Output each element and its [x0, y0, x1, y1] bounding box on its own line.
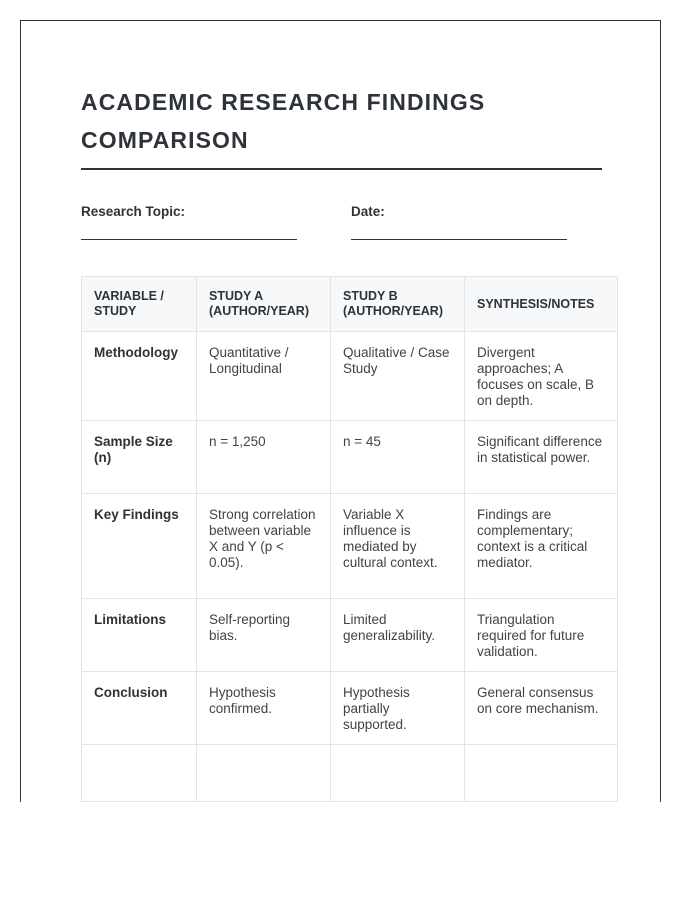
header-variable-study: VARIABLE / STUDY — [82, 277, 197, 332]
date-label: Date: — [351, 204, 385, 219]
table-row — [82, 599, 618, 672]
header-synthesis-notes: SYNTHESIS/NOTES — [465, 277, 618, 332]
research-topic-field — [81, 204, 297, 240]
research-topic-label: Research Topic: — [81, 204, 186, 219]
empty-cell — [197, 745, 331, 802]
findings-comparison-table — [81, 276, 618, 802]
empty-table-row — [82, 745, 618, 802]
table-row — [82, 494, 618, 599]
header-study-a: STUDY A (AUTHOR/YEAR) — [197, 277, 331, 332]
document-page — [20, 20, 661, 802]
research-topic-blank-line — [81, 239, 297, 240]
header-study-b: STUDY B (AUTHOR/YEAR) — [331, 277, 465, 332]
row-variable-cell: Key Findings — [82, 494, 197, 599]
empty-cell — [465, 745, 618, 802]
table-header — [82, 277, 618, 332]
study-a-cell: n = 1,250 — [197, 421, 331, 494]
notes-cell: General consensus on core mechanism. — [465, 672, 618, 745]
notes-cell: Significant difference in statistical power. — [465, 421, 618, 494]
date-blank-line — [351, 239, 567, 240]
study-a-cell: Quantitative / Longitudinal — [197, 332, 331, 421]
study-a-cell: Strong correlation between variable X and Y (p < 0.05). — [197, 494, 331, 599]
notes-cell: Findings are complementary; context is a critical mediator. — [465, 494, 618, 599]
date-field — [351, 204, 567, 240]
table-header-row — [82, 277, 618, 332]
row-variable-cell: Sample Size (n) — [82, 421, 197, 494]
notes-cell: Triangulation required for future validation. — [465, 599, 618, 672]
table-row — [82, 332, 618, 421]
title-divider — [81, 168, 602, 170]
row-variable-cell: Methodology — [82, 332, 197, 421]
row-variable-cell: Conclusion — [82, 672, 197, 745]
empty-cell — [331, 745, 465, 802]
table-body — [82, 332, 618, 802]
study-b-cell: Variable X influence is mediated by cultural context. — [331, 494, 465, 599]
row-variable-cell: Limitations — [82, 599, 197, 672]
study-a-cell: Hypothesis confirmed. — [197, 672, 331, 745]
page-title: ACADEMIC RESEARCH FINDINGS COMPARISON — [81, 89, 486, 153]
study-b-cell: Hypothesis partially supported. — [331, 672, 465, 745]
table-row — [82, 672, 618, 745]
study-b-cell: Qualitative / Case Study — [331, 332, 465, 421]
study-b-cell: n = 45 — [331, 421, 465, 494]
notes-cell: Divergent approaches; A focuses on scale, B on depth. — [465, 332, 618, 421]
table-row — [82, 421, 618, 494]
study-a-cell: Self-reporting bias. — [197, 599, 331, 672]
empty-cell — [82, 745, 197, 802]
study-b-cell: Limited generalizability. — [331, 599, 465, 672]
